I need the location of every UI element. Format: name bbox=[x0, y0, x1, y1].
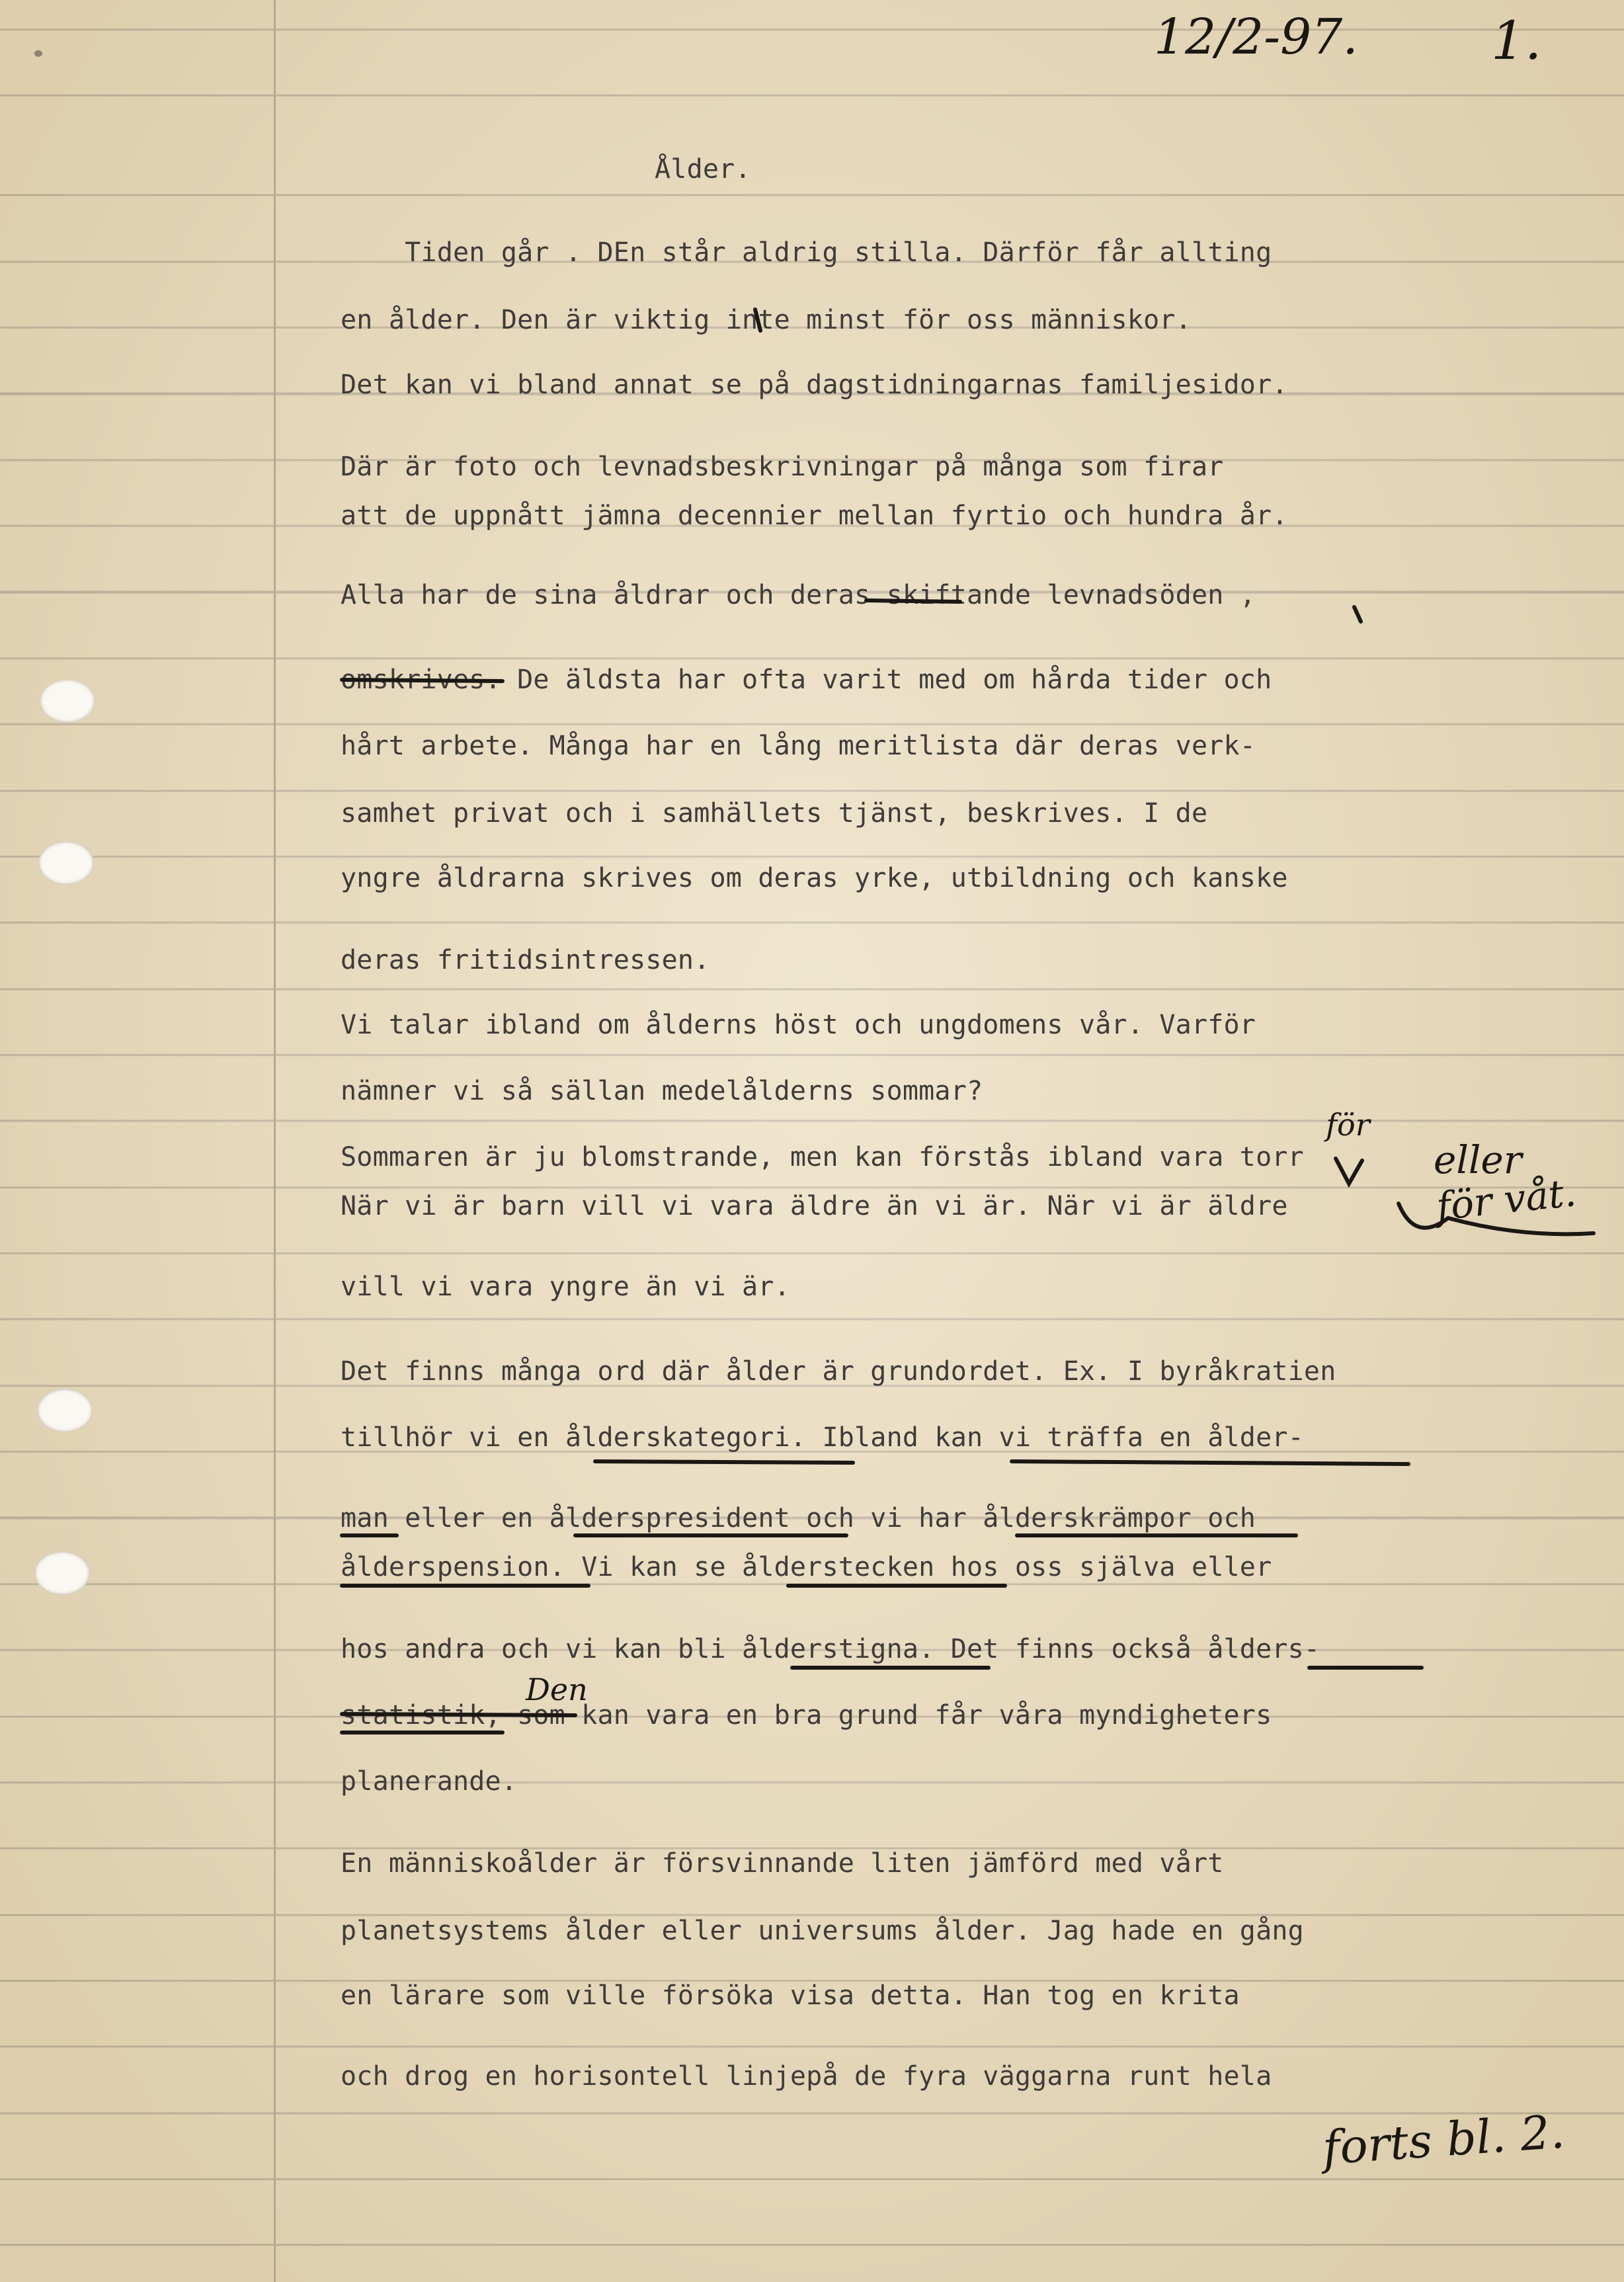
text-line: att de uppnått jämna decennier mellan fyrtio och hundra år. bbox=[341, 501, 1288, 531]
punch-hole bbox=[37, 1389, 93, 1432]
punch-hole bbox=[34, 1551, 90, 1595]
handwritten-continuation: forts bl. 2. bbox=[1320, 2104, 1566, 2176]
text-line: och drog en horisontell linjepå de fyra väggarna runt hela bbox=[341, 2061, 1272, 2092]
underline bbox=[1012, 1461, 1408, 1464]
handwritten-date: 12/2-97. bbox=[1154, 9, 1358, 65]
text-line: När vi är barn vill vi vara äldre än vi är. När vi är äldre bbox=[341, 1191, 1288, 1221]
underline bbox=[595, 1461, 853, 1463]
text-line: nämner vi så sällan medelålderns sommar? bbox=[341, 1076, 983, 1106]
text-line: omskrives. De äldsta har ofta varit med om hårda tider och bbox=[341, 665, 1272, 695]
text-line: planetsystems ålder eller universums ålder. Jag hade en gång bbox=[341, 1916, 1304, 1946]
text-line: deras fritidsintressen. bbox=[341, 945, 710, 975]
insert-caret bbox=[1336, 1159, 1362, 1184]
text-line: Sommaren är ju blomstrande, men kan förstås ibland vara torr bbox=[341, 1142, 1304, 1172]
text-line: Det kan vi bland annat se på dagstidningarnas familjesidor. bbox=[341, 370, 1288, 400]
text-line: Det finns många ord där ålder är grundordet. Ex. I byråkratien bbox=[341, 1356, 1336, 1387]
margin-rule bbox=[274, 0, 276, 2282]
text-line: Alla har de sina åldrar och deras skiftande levnadsöden , bbox=[341, 580, 1256, 610]
text-line: ålderspension. Vi kan se ålderstecken hos oss själva eller bbox=[341, 1552, 1272, 1582]
punch-hole bbox=[38, 841, 94, 885]
text-line: yngre åldrarna skrives om deras yrke, utbildning och kanske bbox=[341, 863, 1288, 893]
text-line: man eller en ålderspresident och vi har ålderskrämpor och bbox=[341, 1503, 1256, 1533]
text-line: Där är foto och levnadsbeskrivningar på många som firar bbox=[341, 452, 1224, 482]
text-line: planerande. bbox=[341, 1766, 518, 1797]
text-line: hårt arbete. Många har en lång meritlista där deras verk- bbox=[341, 731, 1256, 761]
text-line: samhet privat och i samhällets tjänst, beskrives. I de bbox=[341, 798, 1208, 829]
handwritten-insert: för våt. bbox=[1434, 1170, 1578, 1229]
text-line: En människoålder är försvinnande liten jämförd med vårt bbox=[341, 1848, 1224, 1879]
text-line: hos andra och vi kan bli ålderstigna. Det finns också ålders- bbox=[341, 1634, 1320, 1664]
handwritten-insert: för bbox=[1326, 1107, 1370, 1143]
text-line: Tiden går . DEn står aldrig stilla. Därför får allting bbox=[341, 237, 1272, 268]
text-line: en ålder. Den är viktig inte minst för oss människor. bbox=[341, 305, 1192, 335]
handwritten-insert: eller bbox=[1434, 1137, 1522, 1182]
text-line: en lärare som ville försöka visa detta. Han tog en krita bbox=[341, 1980, 1240, 2011]
text-line: vill vi vara yngre än vi är. bbox=[341, 1272, 790, 1302]
document-title: Ålder. bbox=[655, 154, 751, 184]
handwritten-insert: Den bbox=[526, 1672, 588, 1707]
handwritten-page-number: 1. bbox=[1491, 10, 1542, 71]
text-line: tillhör vi en ålderskategori. Ibland kan vi träffa en ålder- bbox=[341, 1422, 1304, 1453]
punch-hole bbox=[40, 679, 95, 723]
text-line: Vi talar ibland om ålderns höst och ungdomens vår. Varför bbox=[341, 1010, 1256, 1040]
text-line: statistik, som kan vara en bra grund får våra myndigheters bbox=[341, 1700, 1272, 1731]
insert-comma bbox=[1354, 607, 1361, 622]
paper-speck bbox=[34, 50, 42, 57]
